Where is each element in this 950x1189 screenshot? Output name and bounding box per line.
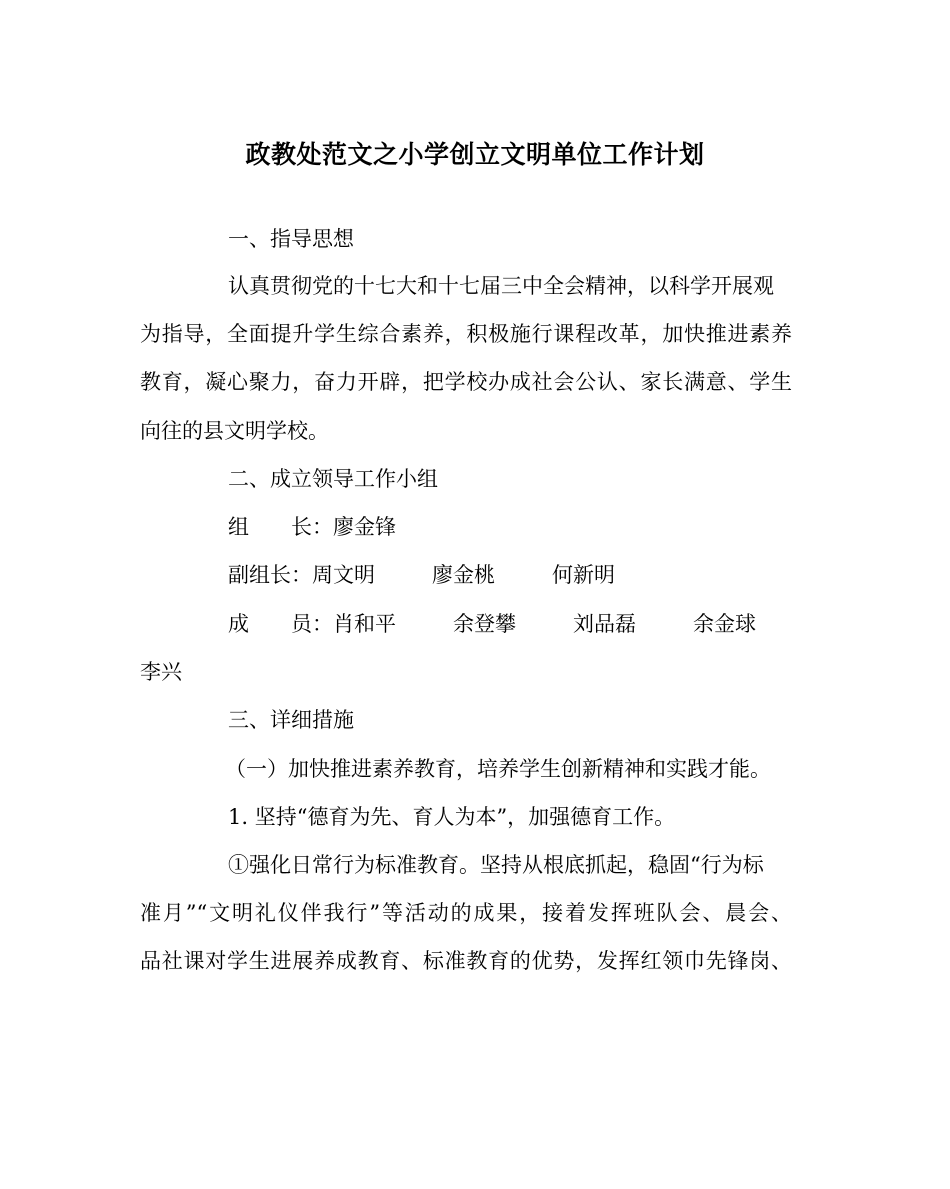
member-name: 余登攀 — [453, 612, 516, 636]
paragraph-line: 认真贯彻党的十七大和十七届三中全会精神，以科学开展观 — [228, 274, 774, 298]
deputy-name: 廖金桃 — [432, 563, 495, 587]
document-title: 政教处范文之小学创立文明单位工作计划 — [245, 140, 705, 169]
deputy-name: 何新明 — [552, 563, 615, 587]
paragraph-line: 准月”“文明礼仪伴我行”等活动的成果，接着发挥班队会、晨会、 — [140, 901, 792, 925]
section-heading-leadership-group: 二、成立领导工作小组 — [228, 467, 438, 491]
paragraph-line: 为指导，全面提升学生综合素养，积极施行课程改革，加快推进素养 — [140, 322, 792, 346]
members-label: 成 员： — [228, 612, 333, 636]
section-heading-detailed-measures: 三、详细措施 — [228, 708, 354, 732]
subsection-heading: （一）加快推进素养教育，培养学生创新精神和实践才能。 — [225, 757, 771, 781]
deputy-name: 周文明 — [312, 563, 375, 587]
leader-name: 廖金锋 — [333, 515, 396, 539]
paragraph-line: 教育，凝心聚力，奋力开辟，把学校办成社会公认、家长满意、学生 — [140, 370, 792, 394]
section-heading-guiding-thought: 一、指导思想 — [228, 227, 354, 251]
member-name: 刘品磊 — [573, 612, 636, 636]
paragraph-line: 品社课对学生进展养成教育、标准教育的优势，发挥红领巾先锋岗、 — [140, 949, 792, 973]
members-row — [228, 609, 756, 639]
deputy-row — [228, 560, 615, 590]
leader-label: 组 长： — [228, 515, 333, 539]
paragraph-line: 向往的县文明学校。 — [140, 419, 329, 443]
member-name: 李兴 — [140, 660, 182, 684]
paragraph-line: ①强化日常行为标准教育。坚持从根底抓起，稳固“行为标 — [228, 853, 764, 877]
member-name: 余金球 — [693, 612, 756, 636]
leader-row — [228, 512, 396, 542]
item-heading: 1. 坚持“德育为先、育人为本”，加强德育工作。 — [228, 805, 676, 829]
member-name: 肖和平 — [333, 612, 396, 636]
deputy-label: 副组长： — [228, 563, 312, 587]
